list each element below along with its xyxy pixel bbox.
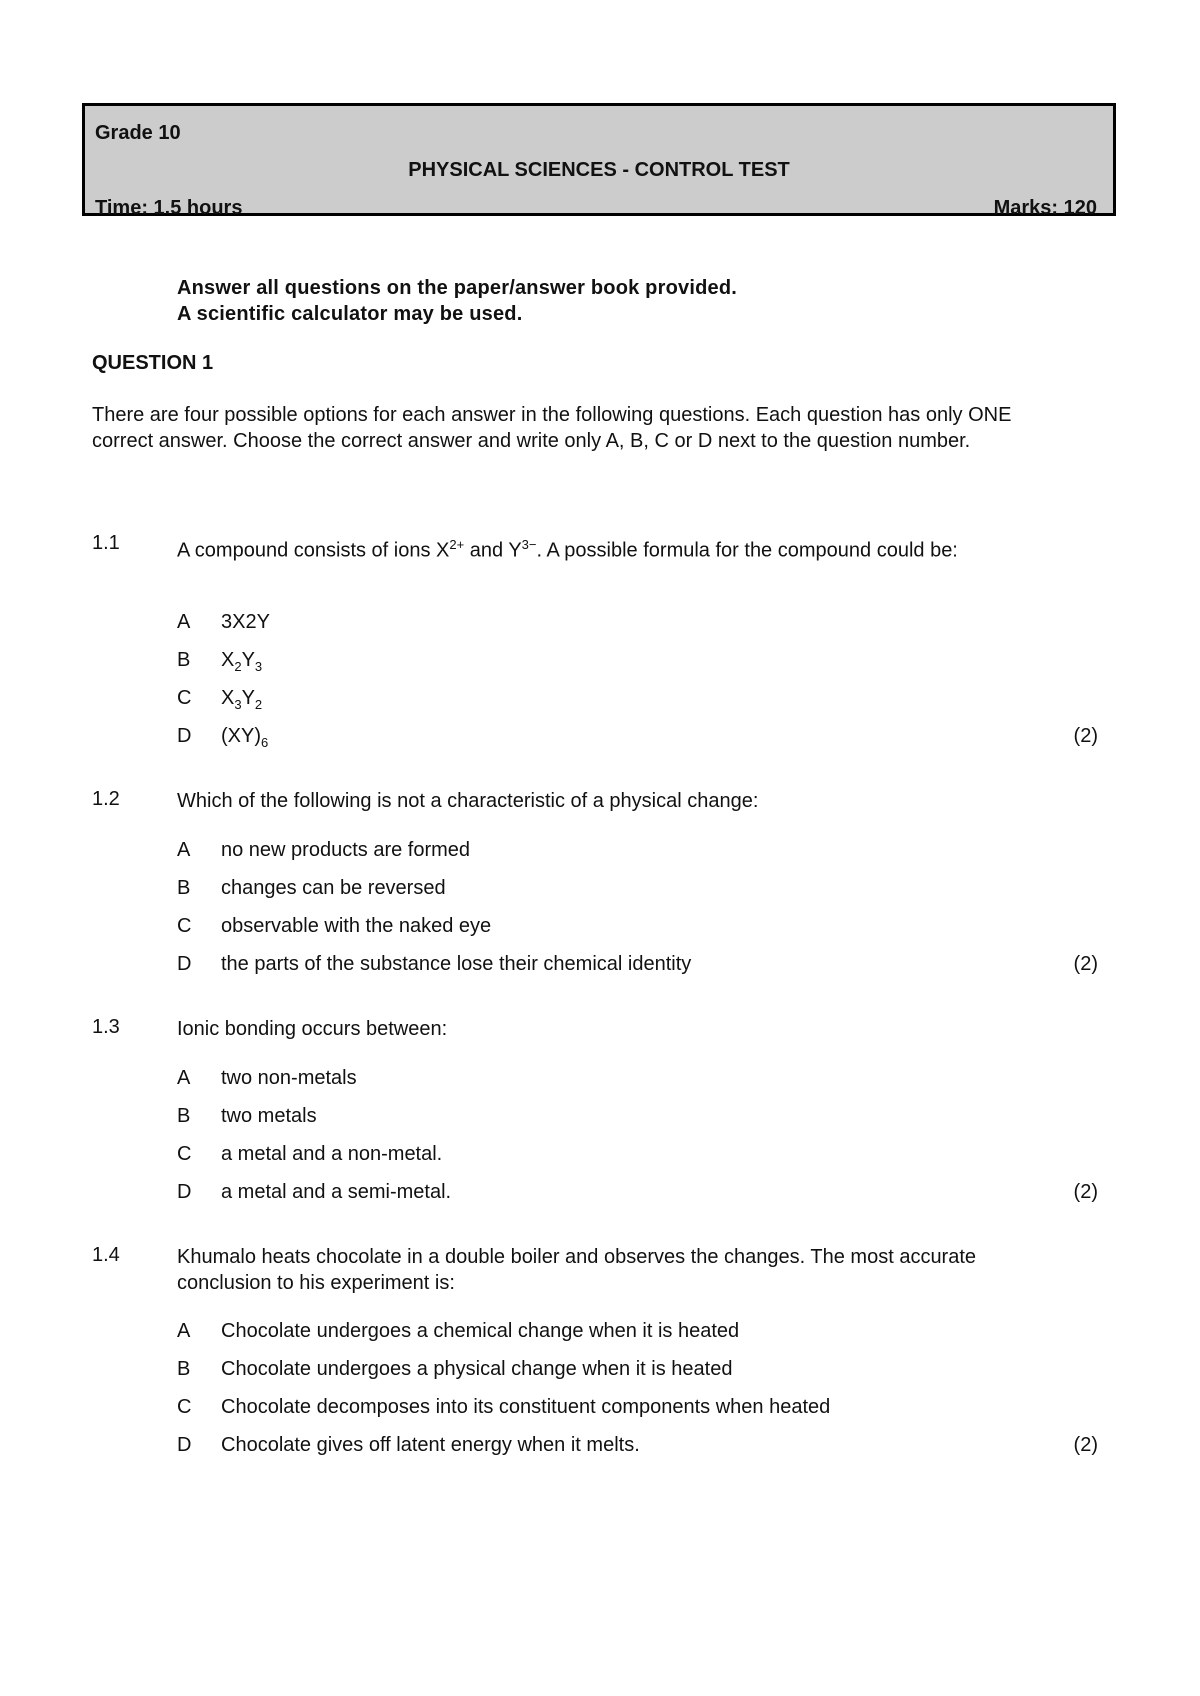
option-letter: A <box>177 839 191 861</box>
question-text-1-3: Ionic bonding occurs between: <box>177 1018 448 1040</box>
question-number-1-4: 1.4 <box>92 1244 120 1266</box>
option-letter: A <box>177 1320 191 1342</box>
option-text-1-4-b: Chocolate undergoes a physical change when it is heated <box>221 1358 733 1380</box>
option-letter: A <box>177 611 191 633</box>
option-text-1-1-a: 3X2Y <box>221 611 270 633</box>
instruction-line-1: Answer all questions on the paper/answer book provided. <box>177 277 737 299</box>
option-letter: C <box>177 915 192 937</box>
option-letter: D <box>177 1181 192 1203</box>
marks-1-4: (2) <box>1073 1434 1098 1456</box>
option-text-1-1-c: $X_3Y_2$ <box>221 687 263 712</box>
option-text-1-3-d: a metal and a semi-metal. <box>221 1181 452 1203</box>
option-text-1-4-d: Chocolate gives off latent energy when it melts. <box>221 1434 640 1456</box>
option-text-1-3-c: a metal and a non-metal. <box>221 1143 443 1165</box>
question-number-1-3: 1.3 <box>92 1016 120 1038</box>
option-letter: C <box>177 1143 192 1165</box>
option-letter: B <box>177 1105 191 1127</box>
option-letter: D <box>177 953 192 975</box>
option-letter: D <box>177 1434 192 1456</box>
option-letter: B <box>177 1358 191 1380</box>
marks-1-3: (2) <box>1073 1181 1098 1203</box>
instruction-line-2: A scientific calculator may be used. <box>177 303 523 325</box>
option-text-1-3-b: two metals <box>221 1105 317 1127</box>
question-intro: There are four possible options for each answer in the following questions. Each question has only ONE correct answer. Choose the correct answer and write only A, B, C or D next to the question number. <box>92 404 1012 452</box>
option-letter: A <box>177 1067 191 1089</box>
option-letter: C <box>177 1396 192 1418</box>
option-letter: C <box>177 687 192 709</box>
question-heading: QUESTION 1 <box>92 352 214 374</box>
option-text-1-2-c: observable with the naked eye <box>221 915 492 937</box>
test-header-box <box>82 103 1116 219</box>
option-text-1-4-a: Chocolate undergoes a chemical change when it is heated <box>221 1320 740 1342</box>
option-text-1-1-d: $(XY)_6$ <box>221 725 269 750</box>
marks-1-1: (2) <box>1073 725 1098 747</box>
test-title: PHYSICAL SCIENCES - CONTROL TEST <box>408 159 790 181</box>
question-text-1-4: Khumalo heats chocolate in a double boiler and observes the changes. The most accurate conclusion to his experiment is: <box>177 1246 977 1294</box>
option-text-1-4-c: Chocolate decomposes into its constituent components when heated <box>221 1396 831 1418</box>
marks-1-2: (2) <box>1073 953 1098 975</box>
option-letter: B <box>177 649 191 671</box>
option-text-1-2-d: the parts of the substance lose their chemical identity <box>221 953 692 975</box>
option-text-1-1-b: $X_2Y_3$ <box>221 649 263 674</box>
grade-label: Grade 10 <box>95 122 181 144</box>
option-text-1-2-a: no new products are formed <box>221 839 471 861</box>
total-marks-label: Marks: 120 <box>993 197 1097 219</box>
option-letter: D <box>177 725 192 747</box>
question-text-1-2: Which of the following is not a characteristic of a physical change: <box>177 790 759 812</box>
option-text-1-2-b: changes can be reversed <box>221 877 446 899</box>
question-number-1-1: 1.1 <box>92 532 120 554</box>
option-letter: B <box>177 877 191 899</box>
question-number-1-2: 1.2 <box>92 788 120 810</box>
option-text-1-3-a: two non-metals <box>221 1067 357 1089</box>
time-label: Time: 1.5 hours <box>95 197 243 219</box>
question-text-1-1: A compound consists of ions $X^{2+}$ and $Y^{3-}$. A possible formula for the compound could be: <box>177 537 958 562</box>
